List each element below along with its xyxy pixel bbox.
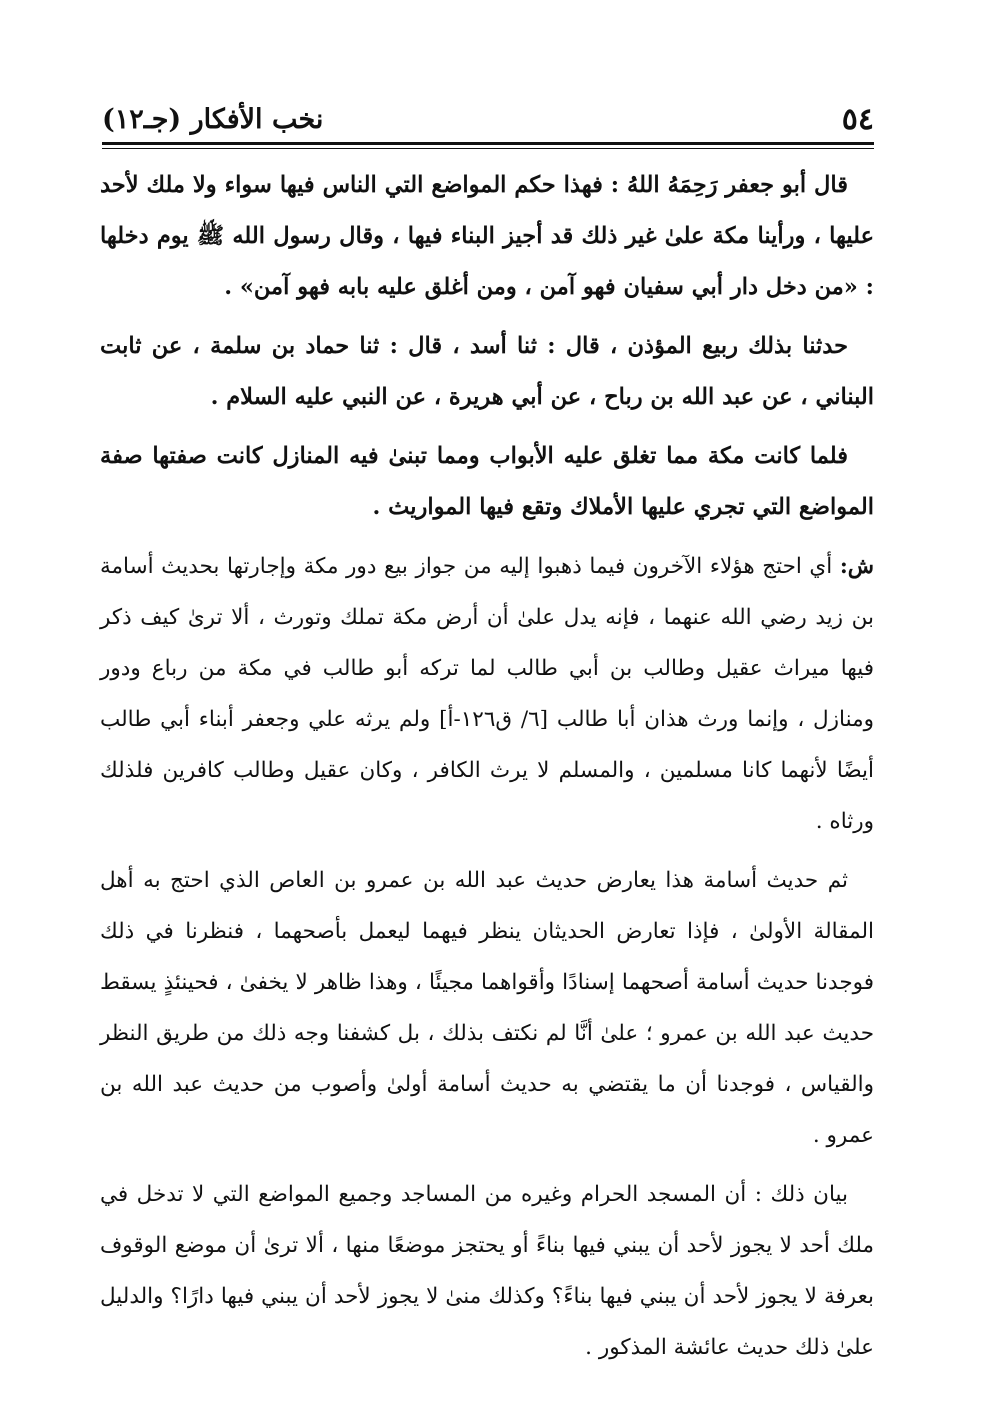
commentary-text: أي احتج هؤلاء الآخرون فيما ذهبوا إليه من جواز بيع دور مكة وإجارتها بحديث أسامة بن زيد رضي الله عنهما ، فإنه يدل علىٰ أن أرض مكة تملك وتورث ، ألا ترىٰ كيف ذكر فيها ميراث عقيل وطالب بن أبي طالب لما تركه أبو طالب في مكة من رباع ودور ومنازل ، وإنما ورث هذان أبا طالب [٦/ ق١٢٦-أ] ولم يرثه علي وجعفر أبناء أبي طالب أيضًا لأنهما كانا مسلمين ، والمسلم لا يرث الكافر ، وكان عقيل وطالب كافرين فلذلك ورثاه . (100, 554, 874, 834)
header-rule-thin (102, 148, 874, 149)
book-title: نخب الأفكار (جـ١٢) (102, 104, 324, 135)
paragraph-explanation: بيان ذلك : أن المسجد الحرام وغيره من المساجد وجميع المواضع التي لا تدخل في ملك أحد لا يجوز لأحد أن يبني فيها بناءً أو يحتجز موضعًا منها ، ألا ترىٰ أن موضع الوقوف بعرفة لا يجوز لأحد أن يبني فيها بناءً؟ وكذلك منىٰ لا يجوز لأحد أن يبني فيها دارًا؟ والدليل علىٰ ذلك حديث عائشة المذكور . (100, 1182, 874, 1360)
running-header (102, 96, 874, 142)
paragraph-abu-jafar: قال أبو جعفر رَحِمَهُ اللهُ : فهذا حكم المواضع التي الناس فيها سواء ولا ملك لأحد عليها ، ورأينا مكة علىٰ غير ذلك قد أجيز البناء فيها ، وقال رسول الله ﷺ يوم دخلها : «من دخل دار أبي سفيان فهو آمن ، ومن أغلق عليه بابه فهو آمن» . (100, 172, 874, 300)
paragraph-conclusion: فلما كانت مكة مما تغلق عليه الأبواب ومما تبنىٰ فيه المنازل كانت صفتها صفة المواضع التي تجري عليها الأملاك وتقع فيها المواريث . (100, 443, 874, 520)
paragraph-hadith-conflict: ثم حديث أسامة هذا يعارض حديث عبد الله بن عمرو بن العاص الذي احتج به أهل المقالة الأولىٰ ، فإذا تعارض الحديثان ينظر فيهما ليعمل بأصحهما ، فنظرنا في ذلك فوجدنا حديث أسامة أصحهما إسنادًا وأقواهما مجيئًا ، وهذا ظاهر لا يخفىٰ ، فحينئذٍ يسقط حديث عبد الله بن عمرو ؛ علىٰ أنَّا لم نكتف بذلك ، بل كشفنا وجه ذلك من طريق النظر والقياس ، فوجدنا أن ما يقتضي به حديث أسامة أولىٰ وأصوب من حديث عبد الله بن عمرو . (100, 868, 874, 1148)
header-rule-thick (102, 142, 874, 145)
paragraph-commentary (100, 541, 874, 847)
paragraph-isnad: حدثنا بذلك ربيع المؤذن ، قال : ثنا أسد ، قال : ثنا حماد بن سلمة ، عن ثابت البناني ، عن عبد الله بن رباح ، عن أبي هريرة ، عن النبي عليه السلام . (100, 333, 874, 410)
page-number: ٥٤ (841, 102, 874, 137)
commentary-marker: ش: (839, 554, 874, 579)
page-body (100, 160, 874, 1381)
